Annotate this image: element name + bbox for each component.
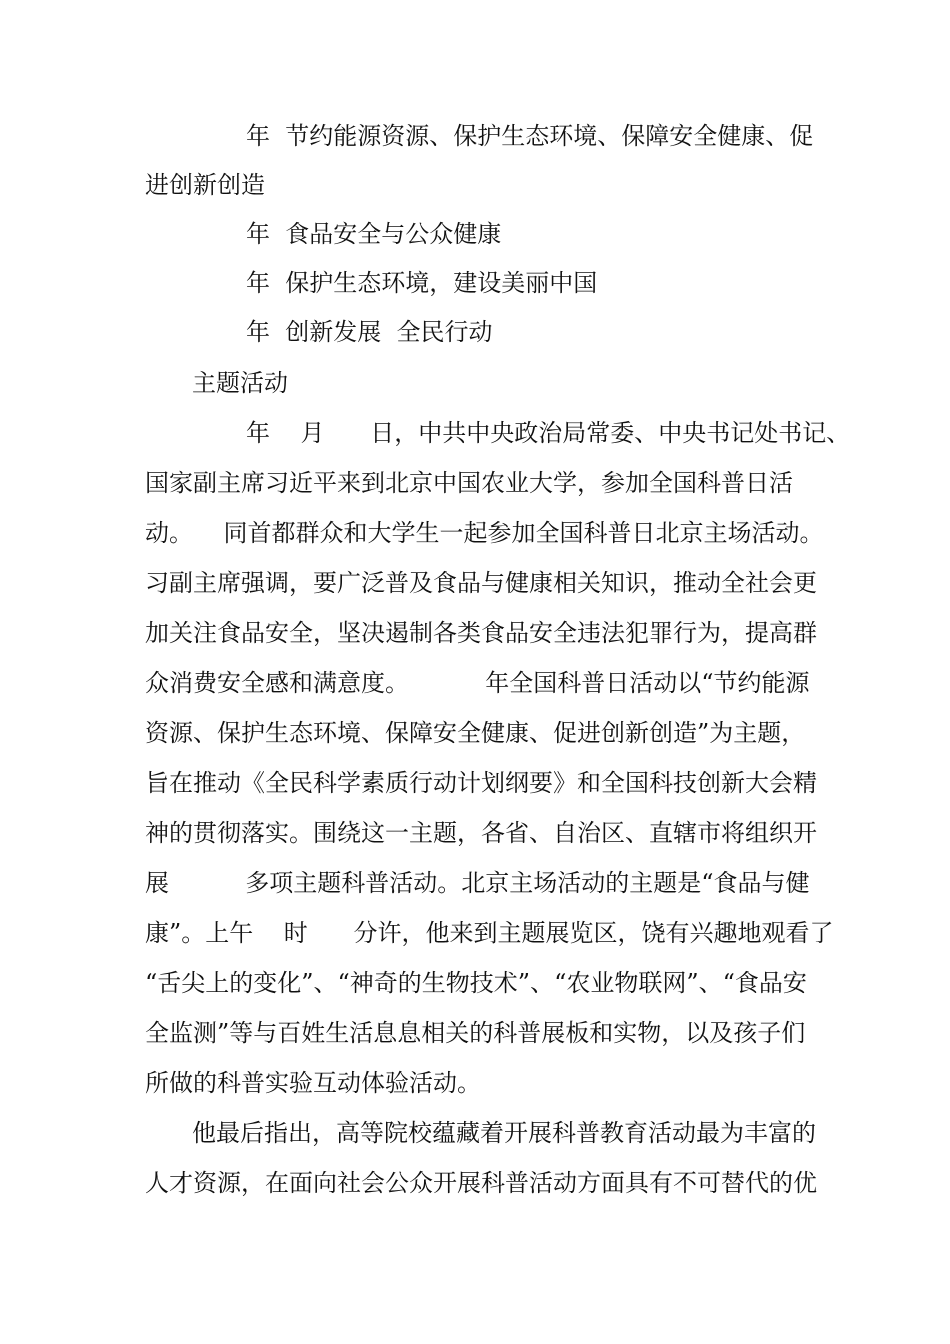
paragraph-line: 康”。上午 时 分许，他来到主题展览区，饶有兴趣地观看了 xyxy=(145,919,834,947)
theme-line-1: 年 节约能源资源、保护生态环境、保障安全健康、促 xyxy=(246,122,814,150)
theme-line-2: 年 食品安全与公众健康 xyxy=(246,220,502,248)
theme-line-3: 年 保护生态环境，建设美丽中国 xyxy=(246,269,598,297)
paragraph-line: 人才资源，在面向社会公众开展科普活动方面具有不可替代的优 xyxy=(145,1169,817,1197)
paragraph-line: 旨在推动《全民科学素质行动计划纲要》和全国科技创新大会精 xyxy=(145,769,817,797)
paragraph-line: 习副主席强调，要广泛普及食品与健康相关知识，推动全社会更 xyxy=(145,569,817,597)
paragraph-line: 资源、保护生态环境、保障安全健康、促进创新创造”为主题， xyxy=(145,719,806,747)
paragraph-line: 动。 同首都群众和大学生一起参加全国科普日北京主场活动。 xyxy=(145,519,824,547)
paragraph-line: 加关注食品安全，坚决遏制各类食品安全违法犯罪行为，提高群 xyxy=(145,619,817,647)
section-heading: 主题活动 xyxy=(192,369,288,397)
paragraph-line: 神的贯彻落实。围绕这一主题，各省、自治区、直辖市将组织开 xyxy=(145,819,817,847)
theme-line-1-continued: 进创新创造 xyxy=(145,171,265,199)
paragraph-line: 他最后指出，高等院校蕴藏着开展科普教育活动最为丰富的 xyxy=(192,1119,816,1147)
paragraph-line: 所做的科普实验互动体验活动。 xyxy=(145,1069,481,1097)
theme-line-4: 年 创新发展 全民行动 xyxy=(246,318,493,346)
paragraph-line: “舌尖上的变化”、“神奇的生物技术”、“农业物联网”、“食品安 xyxy=(145,969,807,997)
paragraph-line: 全监测”等与百姓生活息息相关的科普展板和实物，以及孩子们 xyxy=(145,1019,806,1047)
paragraph-line: 国家副主席习近平来到北京中国农业大学，参加全国科普日活 xyxy=(145,469,793,497)
paragraph-line: 众消费安全感和满意度。 年全国科普日活动以“节约能源 xyxy=(145,669,810,697)
paragraph-line: 展 多项主题科普活动。北京主场活动的主题是“食品与健 xyxy=(145,869,810,897)
paragraph-line: 年 月 日，中共中央政治局常委、中央书记处书记、 xyxy=(246,419,851,447)
